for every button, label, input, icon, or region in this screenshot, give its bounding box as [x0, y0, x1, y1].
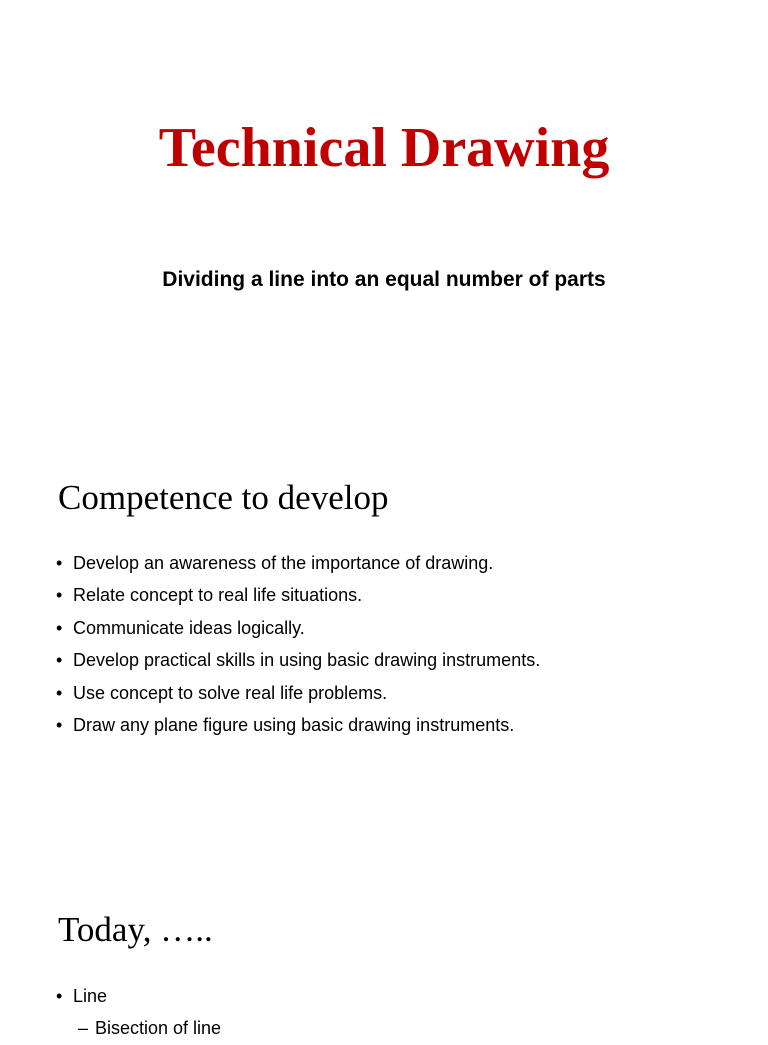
list-item-text: Use concept to solve real life problems. — [73, 682, 388, 703]
list-item-text: Communicate ideas logically. — [73, 617, 305, 638]
list-item-text: Draw any plane figure using basic drawing instruments. — [73, 714, 515, 735]
bullet-icon: • — [56, 553, 63, 573]
slide-title: Technical Drawing — [158, 117, 610, 179]
bullet-list — [56, 980, 221, 1045]
slide-heading: Competence to develop — [58, 478, 389, 517]
bullet-icon: • — [56, 617, 63, 638]
list-item — [56, 709, 540, 741]
dash-icon: – — [78, 1018, 89, 1039]
slide-heading: Today, ….. — [58, 910, 213, 949]
list-item — [56, 677, 540, 709]
list-item-text: Develop an awareness of the importance of drawing. — [73, 553, 494, 573]
bullet-icon: • — [56, 682, 63, 703]
list-item — [56, 612, 540, 644]
list-item-text: Line — [73, 986, 108, 1006]
list-item-text: Relate concept to real life situations. — [73, 585, 363, 606]
bullet-icon: • — [56, 650, 63, 671]
list-item-text: Bisection of line — [95, 1018, 222, 1039]
bullet-icon: • — [56, 714, 63, 735]
competence-slide — [0, 400, 768, 784]
list-item — [56, 644, 540, 676]
bullet-icon: • — [56, 986, 63, 1006]
sub-list-item — [56, 1012, 221, 1044]
bullet-icon: • — [56, 585, 63, 606]
title-slide — [0, 0, 768, 384]
list-item — [56, 579, 540, 611]
list-item — [56, 547, 540, 579]
slide-subtitle: Dividing a line into an equal number of parts — [162, 268, 606, 291]
today-slide — [0, 880, 768, 1039]
bullet-list — [56, 547, 540, 741]
list-item — [56, 980, 221, 1012]
list-item-text: Develop practical skills in using basic drawing instruments. — [73, 650, 541, 671]
